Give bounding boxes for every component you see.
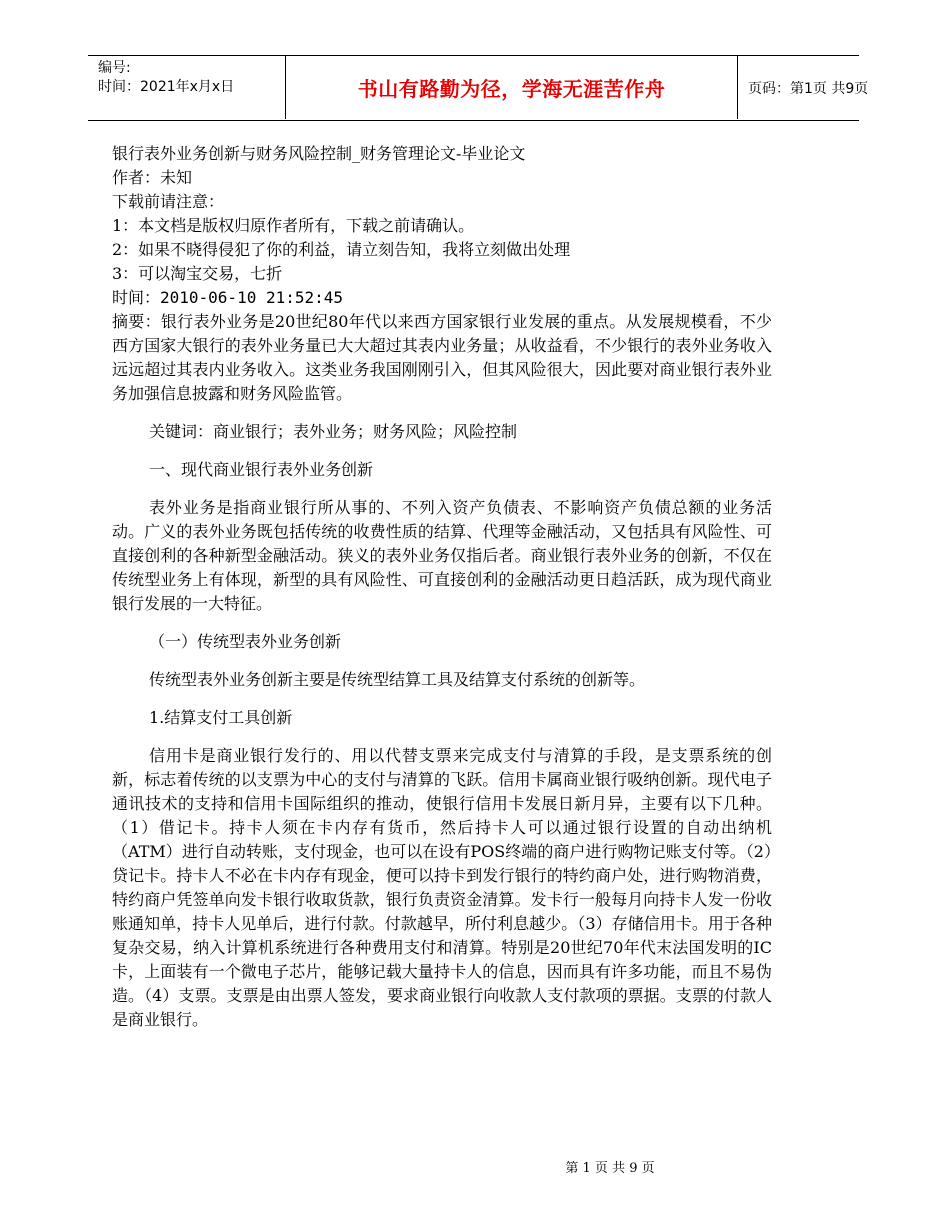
document-title: 银行表外业务创新与财务风险控制_财务管理论文-毕业论文 bbox=[112, 144, 526, 163]
keywords-line: 关键词：商业银行；表外业务；财务风险；风险控制 bbox=[149, 422, 518, 441]
section-heading-1: 一、现代商业银行表外业务创新 bbox=[149, 460, 374, 479]
header-motto: 书山有路勤为径，学海无涯苦作舟 bbox=[357, 77, 666, 101]
notice-item-3: 3：可以淘宝交易，七折 bbox=[112, 264, 283, 283]
page-header bbox=[88, 55, 869, 121]
notice-item-1: 1：本文档是版权归原作者所有，下载之前请确认。 bbox=[112, 216, 475, 235]
header-left-cell bbox=[88, 56, 285, 119]
document-body bbox=[112, 142, 772, 1032]
body-paragraph-3: 信用卡是商业银行发行的、用以代替支票来完成支付与清算的手段，是支票系统的创新，标志着传统的以支票为中心的支付与清算的飞跃。信用卡属商业银行吸纳创新。现代电子通讯技术的支持和信用卡国际组织的推动，使银行信用卡发展日新月异，主要有以下几种。（1）借记卡。持卡人须在卡内存有货币，然后持卡人可以通过银行设置的自动出纳机（ATM）进行自动转账，支付现金，也可以在设有POS终端的商户进行购物记账支付等。（2）贷记卡。持卡人不必在卡内存有现金，便可以持卡到发行银行的特约商户处，进行购物消费，特约商户凭签单向发卡银行收取货款，银行负责资金清算。发卡行一般每月向持卡人发一份收账通知单，持卡人见单后，进行付款。付款越早，所付利息越少。（3）存储信用卡。用于各种复杂交易，纳入计算机系统进行各种费用支付和清算。特别是20世纪70年代末法国发明的IC卡，上面装有一个微电子芯片，能够记载大量持卡人的信息，因而具有许多功能，而且不易伪造。（4）支票。支票是由出票人签发，要求商业银行向收款人支付款项的票据。支票的付款人是商业银行。 bbox=[112, 746, 772, 1029]
body-paragraph-2: 传统型表外业务创新主要是传统型结算工具及结算支付系统的创新等。 bbox=[149, 670, 646, 689]
notice-item-2: 2：如果不晓得侵犯了你的利益，请立刻告知，我将立刻做出处理 bbox=[112, 240, 571, 259]
header-right-cell bbox=[738, 56, 869, 119]
item-heading-1: 1.结算支付工具创新 bbox=[149, 708, 293, 727]
body-paragraph-1: 表外业务是指商业银行所从事的、不列入资产负债表、不影响资产负债总额的业务活动。广义的表外业务既包括传统的收费性质的结算、代理等金融活动，又包括具有风险性、可直接创利的各种新型金融活动。狭义的表外业务仅指后者。商业银行表外业务的创新，不仅在传统型业务上有体现，新型的具有风险性、可直接创利的金融活动更日趋活跃，成为现代商业银行发展的一大特征。 bbox=[112, 498, 772, 613]
header-motto-cell bbox=[285, 56, 738, 119]
serial-label: 编号: bbox=[98, 60, 131, 76]
notice-heading: 下载前请注意： bbox=[112, 192, 225, 211]
time-label: 时间：2021年x月x日 bbox=[98, 79, 235, 95]
abstract-paragraph: 摘要：银行表外业务是20世纪80年代以来西方国家银行业发展的重点。从发展规模看，不少西方国家大银行的表外业务量已大大超过其表内业务量；从收益看，不少银行的表外业务收入远远超过其表内业务收入。这类业务我国刚刚引入，但其风险很大，因此要对商业银行表外业务加强信息披露和财务风险监管。 bbox=[112, 312, 772, 403]
subsection-heading-1: （一）传统型表外业务创新 bbox=[149, 632, 342, 651]
datetime-line: 时间：2010-06-10 21:52:45 bbox=[112, 288, 344, 307]
author-line: 作者：未知 bbox=[112, 168, 193, 187]
page-footer: 第 1 页 共 9 页 bbox=[565, 1161, 655, 1176]
header-page-info: 页码：第1页 共9页 bbox=[748, 80, 869, 97]
